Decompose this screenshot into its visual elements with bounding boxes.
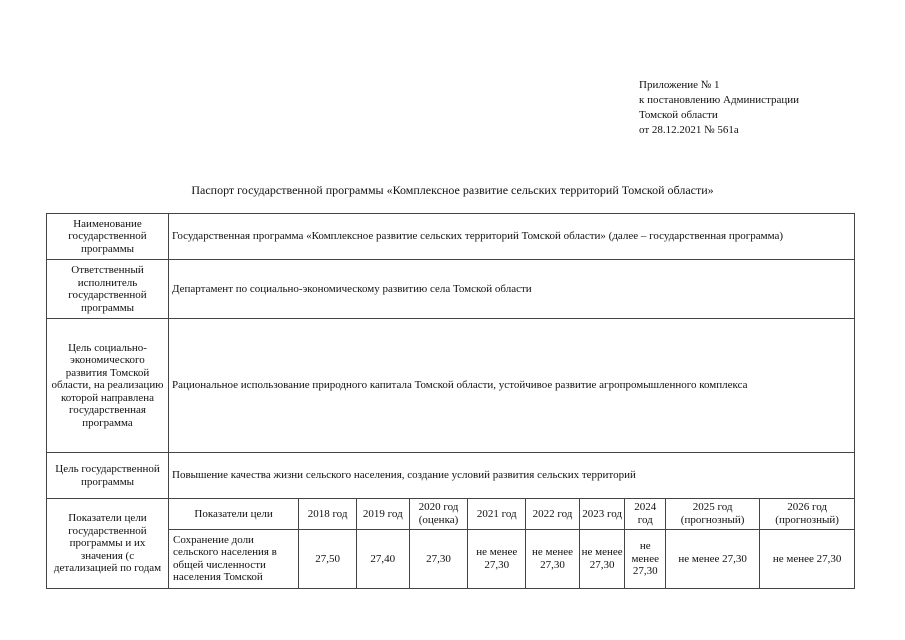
- passport-row: [47, 499, 855, 589]
- indicator-value: не менее 27,30: [526, 529, 580, 588]
- year-header: 2019 год: [356, 499, 409, 529]
- row-value-program-goal: Повышение качества жизни сельского населения, создание условий развития сельских территорий: [169, 453, 855, 499]
- indicator-value: 27,30: [409, 529, 468, 588]
- indicator-value: 27,40: [356, 529, 409, 588]
- appendix-line-1: Приложение № 1: [639, 79, 720, 91]
- indicator-name: Сохранение доли сельского населения в общей численности населения Томской: [169, 529, 299, 588]
- document-title: Паспорт государственной программы «Комплексное развитие сельских территорий Томской области»: [191, 183, 714, 197]
- year-header: 2023 год: [579, 499, 625, 529]
- indicator-value: не менее 27,30: [625, 529, 666, 588]
- year-header: 2024 год: [625, 499, 666, 529]
- year-header: 2021 год: [468, 499, 526, 529]
- year-header: 2026 год (прогнозный): [760, 499, 854, 529]
- row-label-indicators: Показатели цели государственной программы и их значения (с детализацией по годам: [47, 499, 169, 589]
- appendix-line-3: Томской области: [639, 109, 718, 121]
- indicator-row: [169, 529, 854, 588]
- row-value-program-name: Государственная программа «Комплексное развитие сельских территорий Томской области» (далее – государственная программа): [169, 214, 855, 260]
- indicator-value: 27,50: [299, 529, 357, 588]
- indicators-cell: [169, 499, 855, 589]
- indicators-header-row: [169, 499, 854, 529]
- passport-row: [47, 260, 855, 319]
- row-value-executor: Департамент по социально-экономическому развитию села Томской области: [169, 260, 855, 319]
- passport-row: [47, 453, 855, 499]
- row-label-socioeconomic-goal: Цель социально-экономического развития Томской области, на реализацию которой направлена государственная программа: [47, 319, 169, 453]
- year-header: 2022 год: [526, 499, 580, 529]
- indicator-value: не менее 27,30: [468, 529, 526, 588]
- indicator-value: не менее 27,30: [760, 529, 854, 588]
- year-header: 2020 год (оценка): [409, 499, 468, 529]
- passport-row: [47, 214, 855, 260]
- row-value-socioeconomic-goal: Рациональное использование природного капитала Томской области, устойчивое развитие агропромышленного комплекса: [169, 319, 855, 453]
- row-label-executor: Ответственный исполнитель государственной программы: [47, 260, 169, 319]
- row-label-program-name: Наименование государственной программы: [47, 214, 169, 260]
- appendix-line-4: от 28.12.2021 № 561а: [639, 124, 739, 136]
- indicator-value: не менее 27,30: [579, 529, 625, 588]
- year-header: 2018 год: [299, 499, 357, 529]
- passport-table: [46, 213, 855, 589]
- passport-row: [47, 319, 855, 453]
- indicators-header-name: Показатели цели: [169, 499, 299, 529]
- indicator-value: не менее 27,30: [665, 529, 759, 588]
- row-label-program-goal: Цель государственной программы: [47, 453, 169, 499]
- year-header: 2025 год (прогнозный): [665, 499, 759, 529]
- indicators-table: [169, 499, 854, 588]
- appendix-block: [639, 78, 799, 138]
- appendix-line-2: к постановлению Администрации: [639, 94, 800, 106]
